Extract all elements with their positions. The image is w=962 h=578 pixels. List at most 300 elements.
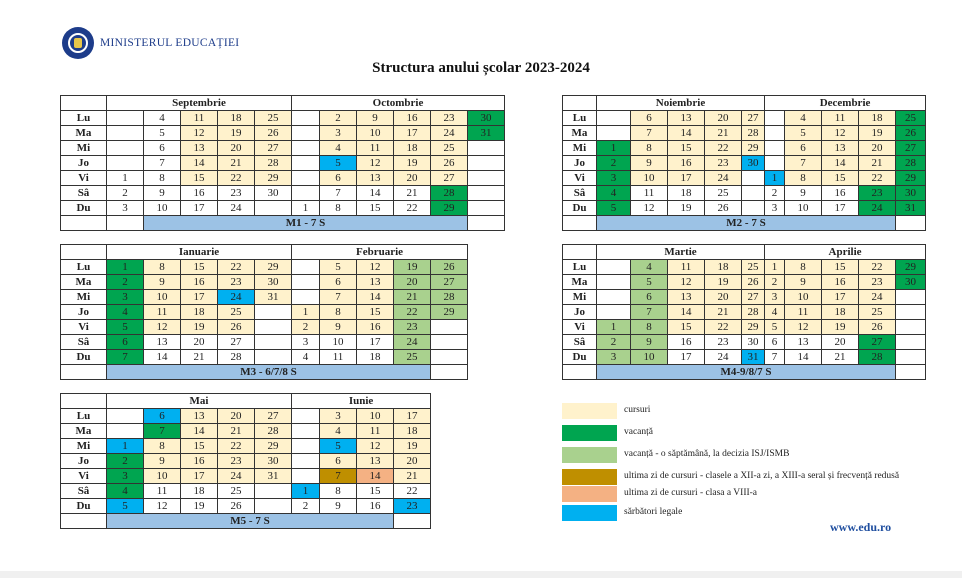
day-cell: 19 [394, 439, 431, 454]
day-cell [742, 171, 765, 186]
day-cell: 26 [742, 275, 765, 290]
day-cell: 16 [181, 275, 218, 290]
day-cell [742, 186, 765, 201]
day-cell: 5 [765, 320, 785, 335]
day-cell: 18 [181, 484, 218, 499]
day-cell: 21 [394, 186, 431, 201]
day-cell: 4 [107, 484, 144, 499]
day-cell: 9 [144, 186, 181, 201]
bottom-bar [0, 571, 962, 578]
day-cell: 27 [255, 409, 292, 424]
day-cell: 24 [218, 201, 255, 216]
calendar-block-b2 [562, 95, 926, 231]
day-cell: 20 [822, 335, 859, 350]
day-cell: 21 [394, 469, 431, 484]
day-cell: 23 [218, 454, 255, 469]
day-cell: 1 [597, 320, 631, 335]
day-cell [292, 111, 320, 126]
day-cell: 3 [765, 290, 785, 305]
day-cell [468, 186, 505, 201]
day-cell: 3 [597, 171, 631, 186]
day-cell: 14 [181, 424, 218, 439]
day-cell: 17 [822, 201, 859, 216]
day-cell: 17 [822, 290, 859, 305]
day-cell: 4 [320, 424, 357, 439]
day-cell: 18 [394, 141, 431, 156]
day-label: Vi [61, 320, 107, 335]
calendar-block-b3 [60, 244, 468, 380]
day-cell: 23 [218, 186, 255, 201]
day-cell: 22 [705, 141, 742, 156]
day-cell [468, 156, 505, 171]
day-cell: 10 [144, 201, 181, 216]
day-label: Sâ [563, 335, 597, 350]
day-cell: 12 [357, 439, 394, 454]
day-cell: 8 [320, 484, 357, 499]
day-label: Du [61, 201, 107, 216]
day-cell: 17 [181, 469, 218, 484]
day-cell: 1 [765, 171, 785, 186]
day-cell: 13 [144, 335, 181, 350]
day-cell: 1 [292, 484, 320, 499]
day-cell: 11 [357, 141, 394, 156]
legend-label: vacanță - o săptămână, la decizia ISJ/ISMB [624, 449, 790, 459]
day-cell: 24 [394, 335, 431, 350]
day-cell [896, 320, 926, 335]
day-cell: 7 [320, 469, 357, 484]
day-cell [431, 320, 468, 335]
day-cell: 6 [144, 409, 181, 424]
day-cell: 29 [896, 171, 926, 186]
day-cell [255, 499, 292, 514]
day-cell: 1 [107, 260, 144, 275]
day-cell [431, 335, 468, 350]
day-cell: 15 [181, 171, 218, 186]
legend-item [562, 469, 922, 485]
day-cell: 11 [144, 484, 181, 499]
day-cell: 11 [822, 111, 859, 126]
day-cell [597, 111, 631, 126]
day-cell: 31 [468, 126, 505, 141]
day-label: Vi [563, 320, 597, 335]
day-cell [292, 171, 320, 186]
day-cell: 2 [107, 454, 144, 469]
calendar-block-b1 [60, 95, 505, 231]
corner-cell [61, 394, 107, 409]
day-cell: 17 [394, 126, 431, 141]
legend-label: ultima zi de cursuri - clasele a XII-a zi, a XIII-a seral și frecvență redusă [624, 471, 900, 481]
page-title: Structura anului școlar 2023-2024 [372, 60, 590, 76]
day-cell [896, 335, 926, 350]
legend-item [562, 425, 922, 441]
day-cell: 28 [742, 126, 765, 141]
day-cell: 24 [218, 290, 255, 305]
day-cell [765, 126, 785, 141]
day-cell: 6 [631, 290, 668, 305]
day-cell: 20 [705, 111, 742, 126]
day-cell: 18 [181, 305, 218, 320]
day-cell: 19 [705, 275, 742, 290]
day-cell: 23 [394, 499, 431, 514]
day-cell: 31 [896, 201, 926, 216]
day-cell: 10 [631, 350, 668, 365]
day-cell: 29 [255, 171, 292, 186]
day-label: Lu [563, 111, 597, 126]
day-cell [255, 350, 292, 365]
summary-blank [896, 365, 926, 380]
day-cell: 28 [431, 186, 468, 201]
day-cell: 24 [218, 469, 255, 484]
day-label: Ma [61, 126, 107, 141]
day-cell [292, 186, 320, 201]
day-cell: 6 [765, 335, 785, 350]
summary-blank [896, 216, 926, 231]
legend-item [562, 447, 922, 463]
day-cell: 26 [218, 320, 255, 335]
day-cell: 11 [144, 305, 181, 320]
day-cell: 21 [705, 126, 742, 141]
day-cell [292, 409, 320, 424]
day-cell: 27 [255, 141, 292, 156]
day-cell: 18 [394, 424, 431, 439]
day-cell: 29 [431, 305, 468, 320]
day-cell: 16 [668, 156, 705, 171]
day-label: Ma [61, 275, 107, 290]
day-cell: 20 [218, 409, 255, 424]
day-cell: 4 [597, 186, 631, 201]
day-cell: 18 [705, 260, 742, 275]
day-cell [255, 201, 292, 216]
day-cell: 16 [357, 499, 394, 514]
day-cell: 18 [822, 305, 859, 320]
day-cell: 13 [357, 171, 394, 186]
day-cell: 16 [822, 275, 859, 290]
day-label: Jo [563, 305, 597, 320]
day-cell: 3 [107, 290, 144, 305]
legend-swatch [562, 505, 617, 521]
day-cell: 25 [859, 305, 896, 320]
day-cell: 3 [320, 126, 357, 141]
day-cell: 26 [859, 320, 896, 335]
day-cell: 6 [785, 141, 822, 156]
day-cell: 21 [218, 156, 255, 171]
day-cell: 16 [181, 186, 218, 201]
day-cell: 28 [255, 156, 292, 171]
day-cell: 20 [394, 454, 431, 469]
day-cell: 20 [705, 290, 742, 305]
day-cell: 28 [896, 156, 926, 171]
day-cell: 19 [822, 320, 859, 335]
day-cell: 22 [394, 484, 431, 499]
summary-blank [107, 216, 144, 231]
day-cell [292, 126, 320, 141]
day-label: Du [563, 201, 597, 216]
day-cell [292, 454, 320, 469]
day-cell: 15 [668, 141, 705, 156]
module-summary: M5 - 7 S [107, 514, 394, 529]
day-cell [292, 275, 320, 290]
day-cell: 12 [631, 201, 668, 216]
summary-blank [563, 365, 597, 380]
day-cell: 11 [320, 350, 357, 365]
legend-swatch [562, 469, 617, 485]
day-label: Sâ [61, 335, 107, 350]
corner-cell [61, 245, 107, 260]
day-cell [107, 111, 144, 126]
day-cell: 15 [181, 260, 218, 275]
day-cell: 6 [144, 141, 181, 156]
day-cell: 19 [218, 126, 255, 141]
day-cell [292, 141, 320, 156]
website-link[interactable]: www.edu.ro [830, 520, 892, 534]
legend-label: sărbători legale [624, 507, 683, 517]
day-cell: 18 [357, 350, 394, 365]
ministry-name: MINISTERUL EDUCAȚIEI [100, 37, 240, 49]
day-cell: 21 [181, 350, 218, 365]
day-cell: 5 [785, 126, 822, 141]
day-cell: 4 [107, 305, 144, 320]
day-cell [765, 141, 785, 156]
day-cell: 4 [292, 350, 320, 365]
day-cell: 6 [107, 335, 144, 350]
month-header: Ianuarie [107, 245, 292, 260]
day-cell: 19 [859, 126, 896, 141]
day-cell: 3 [320, 409, 357, 424]
day-cell: 29 [255, 439, 292, 454]
day-cell: 8 [631, 320, 668, 335]
calendar-block-b4 [562, 244, 926, 380]
day-cell: 16 [668, 335, 705, 350]
day-cell: 23 [859, 186, 896, 201]
day-cell: 8 [631, 141, 668, 156]
day-cell: 31 [742, 350, 765, 365]
day-cell: 9 [357, 111, 394, 126]
day-cell: 14 [668, 305, 705, 320]
month-header: Octombrie [292, 96, 505, 111]
day-cell: 7 [144, 424, 181, 439]
day-cell: 22 [705, 320, 742, 335]
day-cell: 5 [107, 320, 144, 335]
day-cell: 28 [218, 350, 255, 365]
summary-blank [431, 365, 468, 380]
day-cell [107, 424, 144, 439]
day-cell: 12 [144, 320, 181, 335]
day-cell: 13 [357, 275, 394, 290]
legend-item [562, 486, 922, 502]
day-cell: 13 [181, 409, 218, 424]
day-cell [292, 260, 320, 275]
day-cell: 7 [320, 186, 357, 201]
legend-label: vacanță [624, 427, 654, 437]
day-label: Ma [563, 126, 597, 141]
day-cell: 25 [431, 141, 468, 156]
summary-blank [61, 514, 107, 529]
day-cell: 20 [394, 275, 431, 290]
day-cell [107, 156, 144, 171]
day-cell: 12 [144, 499, 181, 514]
day-cell [597, 275, 631, 290]
day-cell: 21 [218, 424, 255, 439]
day-cell: 30 [742, 335, 765, 350]
day-cell: 14 [785, 350, 822, 365]
day-cell: 25 [896, 111, 926, 126]
day-label: Jo [61, 454, 107, 469]
day-cell: 5 [320, 439, 357, 454]
day-cell: 26 [705, 201, 742, 216]
day-cell: 3 [107, 201, 144, 216]
day-cell: 9 [631, 156, 668, 171]
day-cell: 29 [896, 260, 926, 275]
day-label: Jo [61, 305, 107, 320]
day-cell [255, 305, 292, 320]
day-cell: 26 [255, 126, 292, 141]
day-cell [896, 350, 926, 365]
day-cell: 22 [859, 260, 896, 275]
month-header: Septembrie [107, 96, 292, 111]
legend-item [562, 505, 922, 521]
day-label: Lu [563, 260, 597, 275]
day-label: Mi [563, 141, 597, 156]
day-cell: 1 [292, 305, 320, 320]
day-cell: 28 [255, 424, 292, 439]
day-cell: 6 [320, 454, 357, 469]
day-cell: 10 [785, 201, 822, 216]
day-cell: 12 [822, 126, 859, 141]
day-cell: 17 [668, 171, 705, 186]
day-cell: 23 [218, 275, 255, 290]
day-cell: 9 [320, 499, 357, 514]
day-cell: 7 [107, 350, 144, 365]
day-cell: 1 [765, 260, 785, 275]
summary-blank [468, 216, 505, 231]
day-cell: 17 [181, 290, 218, 305]
day-cell: 6 [320, 171, 357, 186]
day-cell: 3 [292, 335, 320, 350]
day-cell [597, 260, 631, 275]
legend-item [562, 403, 922, 419]
day-cell: 15 [357, 484, 394, 499]
day-cell: 9 [144, 275, 181, 290]
day-cell: 4 [631, 260, 668, 275]
day-cell [765, 111, 785, 126]
day-cell: 30 [742, 156, 765, 171]
legend-swatch [562, 486, 617, 502]
day-cell: 8 [320, 305, 357, 320]
day-cell: 7 [144, 156, 181, 171]
day-cell: 23 [859, 275, 896, 290]
legend-swatch [562, 425, 617, 441]
day-cell: 18 [859, 111, 896, 126]
day-cell: 27 [218, 335, 255, 350]
day-cell: 16 [357, 320, 394, 335]
day-cell: 3 [107, 469, 144, 484]
day-cell: 15 [181, 439, 218, 454]
day-label: Sâ [61, 186, 107, 201]
day-cell: 2 [597, 335, 631, 350]
day-label: Vi [563, 171, 597, 186]
day-label: Jo [61, 156, 107, 171]
day-label: Du [563, 350, 597, 365]
day-cell: 26 [431, 156, 468, 171]
day-cell [292, 156, 320, 171]
day-cell [292, 424, 320, 439]
day-cell: 8 [144, 260, 181, 275]
day-cell: 14 [357, 469, 394, 484]
day-cell: 4 [785, 111, 822, 126]
day-cell: 26 [218, 499, 255, 514]
day-cell: 27 [859, 335, 896, 350]
day-cell: 10 [357, 409, 394, 424]
module-summary: M1 - 7 S [144, 216, 468, 231]
day-cell: 15 [822, 171, 859, 186]
month-header: Februarie [292, 245, 468, 260]
day-cell: 28 [742, 305, 765, 320]
corner-cell [563, 245, 597, 260]
day-cell: 1 [107, 439, 144, 454]
day-cell: 23 [394, 320, 431, 335]
day-cell [896, 290, 926, 305]
day-label: Du [61, 499, 107, 514]
day-cell: 29 [431, 201, 468, 216]
day-cell: 2 [292, 499, 320, 514]
day-cell: 12 [785, 320, 822, 335]
day-cell [468, 141, 505, 156]
day-cell: 19 [394, 260, 431, 275]
day-cell: 6 [631, 111, 668, 126]
legend-label: ultima zi de cursuri - clasa a VIII-a [624, 488, 758, 498]
day-cell: 14 [668, 126, 705, 141]
day-cell: 20 [859, 141, 896, 156]
day-cell: 8 [144, 439, 181, 454]
day-cell: 3 [765, 201, 785, 216]
day-cell: 18 [668, 186, 705, 201]
day-cell: 24 [859, 201, 896, 216]
day-cell: 24 [859, 290, 896, 305]
day-cell: 5 [597, 201, 631, 216]
day-cell: 16 [394, 111, 431, 126]
day-label: Mi [61, 439, 107, 454]
day-cell: 6 [320, 275, 357, 290]
module-summary: M4-9/8/7 S [597, 365, 896, 380]
day-cell: 27 [431, 275, 468, 290]
corner-cell [563, 96, 597, 111]
day-cell: 2 [320, 111, 357, 126]
day-label: Du [61, 350, 107, 365]
coat-of-arms-icon [62, 27, 94, 59]
day-cell: 16 [181, 454, 218, 469]
day-cell: 27 [431, 171, 468, 186]
day-cell: 30 [255, 186, 292, 201]
day-cell: 3 [597, 350, 631, 365]
day-cell: 26 [431, 260, 468, 275]
day-label: Ma [563, 275, 597, 290]
day-label: Sâ [563, 186, 597, 201]
day-cell: 12 [357, 260, 394, 275]
day-cell: 19 [394, 156, 431, 171]
day-cell [896, 305, 926, 320]
day-cell: 8 [785, 171, 822, 186]
day-cell: 10 [357, 126, 394, 141]
day-cell: 23 [431, 111, 468, 126]
day-cell: 20 [394, 171, 431, 186]
day-cell [107, 141, 144, 156]
ministry-logo [62, 27, 239, 59]
day-cell: 22 [218, 260, 255, 275]
day-cell: 17 [394, 409, 431, 424]
day-cell: 14 [181, 156, 218, 171]
day-cell: 25 [705, 186, 742, 201]
day-cell: 8 [144, 171, 181, 186]
